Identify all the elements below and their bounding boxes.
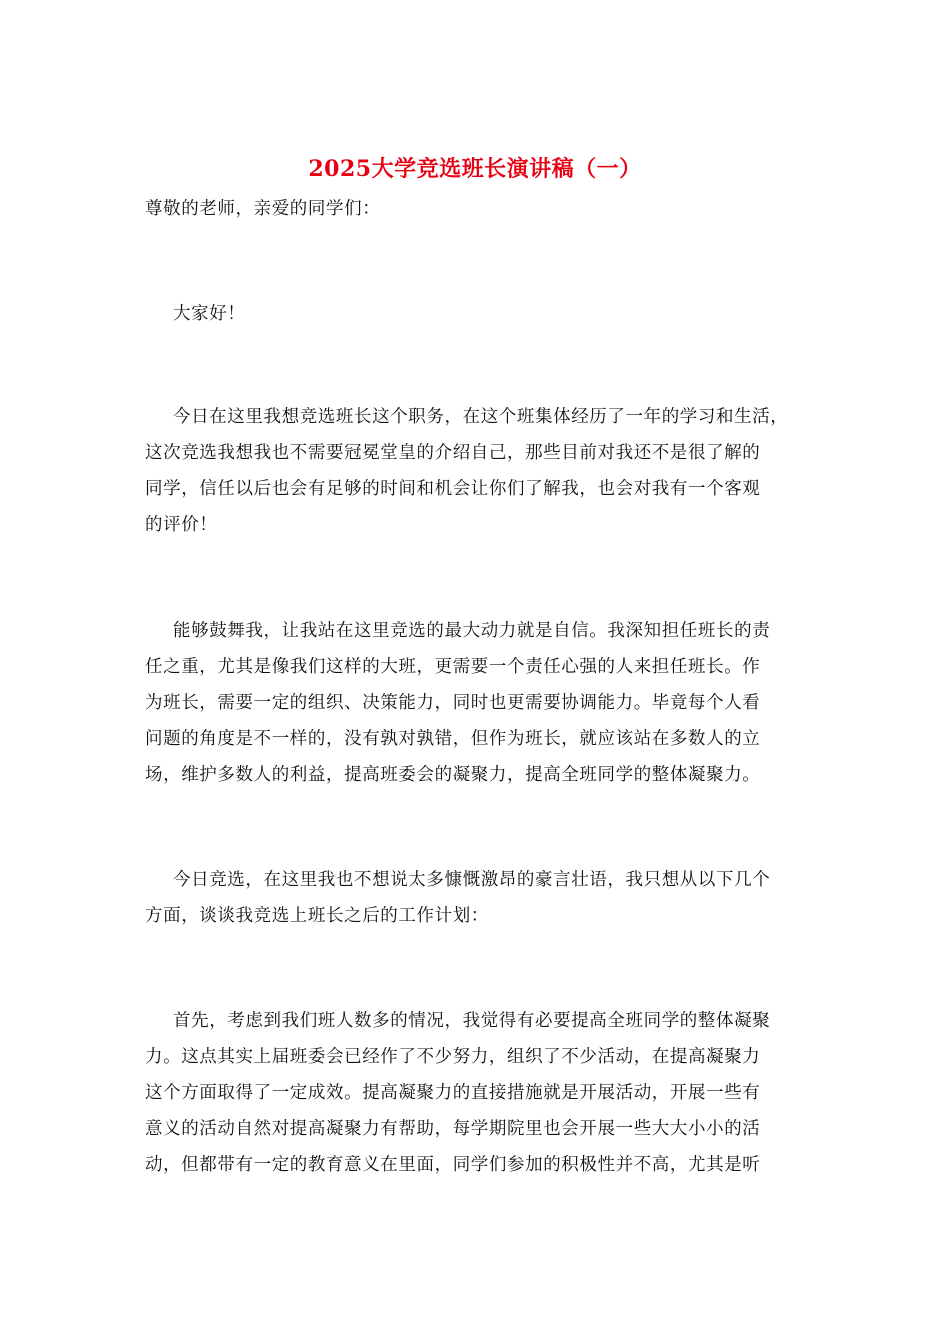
greeting: 大家好！ — [173, 304, 246, 324]
paragraph-4-line-2: 力。这点其实上届班委会已经作了不少努力，组织了不少活动，在提高凝聚力 — [145, 1047, 761, 1067]
paragraph-4-line-5: 动，但都带有一定的教育意义在里面，同学们参加的积极性并不高，尤其是听 — [145, 1155, 761, 1175]
paragraph-3-line-2: 方面，谈谈我竞选上班长之后的工作计划： — [145, 906, 489, 926]
paragraph-1-line-1: 今日在这里我想竞选班长这个职务，在这个班集体经历了一年的学习和生活， — [173, 407, 789, 427]
salutation: 尊敬的老师，亲爱的同学们： — [145, 199, 381, 219]
paragraph-4-line-3: 这个方面取得了一定成效。提高凝聚力的直接措施就是开展活动，开展一些有 — [145, 1083, 761, 1103]
paragraph-2-line-2: 任之重，尤其是像我们这样的大班，更需要一个责任心强的人来担任班长。作 — [145, 657, 761, 677]
paragraph-1-line-4: 的评价！ — [145, 515, 218, 535]
paragraph-2-line-4: 问题的角度是不一样的，没有孰对孰错，但作为班长，就应该站在多数人的立 — [145, 729, 761, 749]
paragraph-2-line-1: 能够鼓舞我，让我站在这里竞选的最大动力就是自信。我深知担任班长的责 — [173, 621, 771, 641]
paragraph-4-line-1: 首先，考虑到我们班人数多的情况，我觉得有必要提高全班同学的整体凝聚 — [173, 1011, 771, 1031]
paragraph-3-line-1: 今日竞选，在这里我也不想说太多慷慨激昂的豪言壮语，我只想从以下几个 — [173, 870, 771, 890]
paragraph-2-line-3: 为班长，需要一定的组织、决策能力，同时也更需要协调能力。毕竟每个人看 — [145, 693, 761, 713]
paragraph-1-line-3: 同学，信任以后也会有足够的时间和机会让你们了解我，也会对我有一个客观 — [145, 479, 761, 499]
paragraph-1-line-2: 这次竞选我想我也不需要冠冕堂皇的介绍自己，那些目前对我还不是很了解的 — [145, 443, 761, 463]
document-title: 2025大学竞选班长演讲稿（一） — [308, 156, 642, 182]
paragraph-2-line-5: 场，维护多数人的利益，提高班委会的凝聚力，提高全班同学的整体凝聚力。 — [145, 765, 761, 785]
paragraph-4-line-4: 意义的活动自然对提高凝聚力有帮助，每学期院里也会开展一些大大小小的活 — [145, 1119, 761, 1139]
